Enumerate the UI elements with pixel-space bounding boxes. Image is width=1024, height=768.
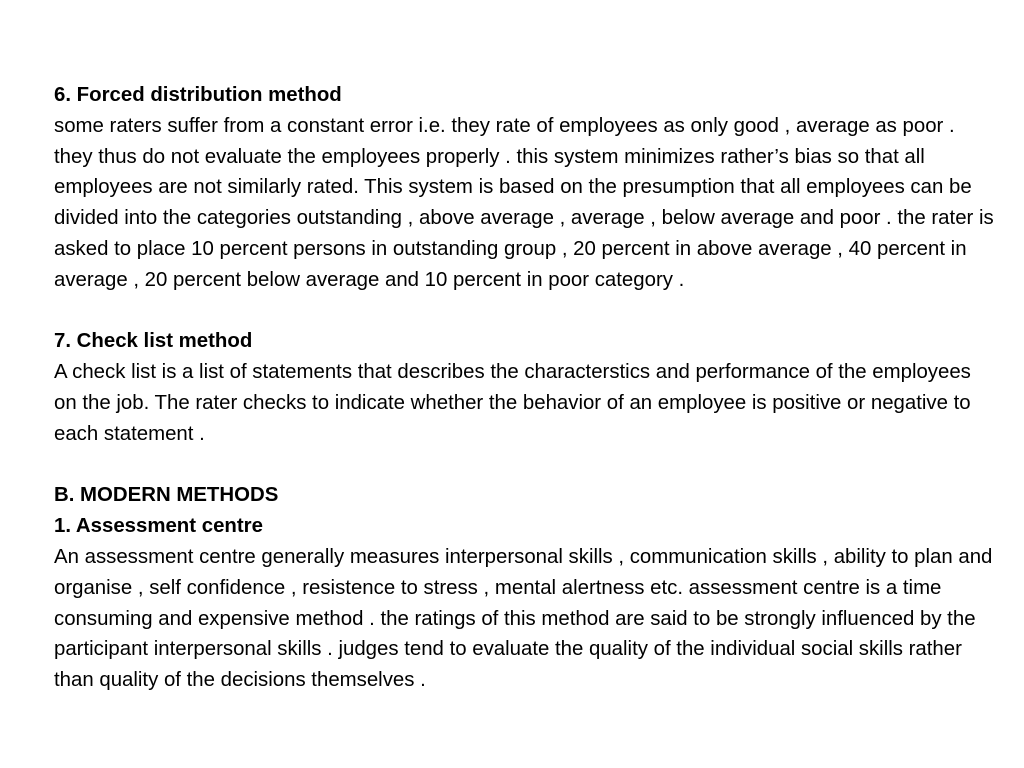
- forced-distribution-body: some raters suffer from a constant error i.e. they rate of employees as only good , average as poor . they thus do not evaluate the employees properly . this system minimizes rather’s bias so that all employees are not similarly rated. This system is based on the presumption that all employees can be divided into the categories outstanding , above average , average , below average and poor . the rater is asked to place 10 percent persons in outstanding group , 20 percent in above average , 40 percent in average , 20 percent below average and 10 percent in poor category .: [54, 114, 994, 291]
- check-list-body: A check list is a list of statements that describes the characterstics and performance of the employees on the job. The rater checks to indicate whether the behavior of an employee is positive or negative to each statement .: [54, 361, 971, 445]
- assessment-centre-body: An assessment centre generally measures interpersonal skills , communication skills , ability to plan and organise , self confidence , resistence to stress , mental alertness etc. assessment centre is a time consuming and expensive method . the ratings of this method are said to be strongly influenced by the participant interpersonal skills . judges tend to evaluate the quality of the individual social skills rather than quality of the decisions themselves .: [54, 545, 993, 692]
- spacer: [54, 450, 994, 481]
- check-list-heading: 7. Check list method: [54, 330, 253, 353]
- spacer: [54, 296, 994, 327]
- slide-content: [54, 80, 994, 696]
- forced-distribution-heading: 6. Forced distribution method: [54, 84, 342, 106]
- assessment-centre-heading: 1. Assessment centre: [54, 515, 263, 538]
- modern-methods-heading: B. MODERN METHODS: [54, 484, 279, 507]
